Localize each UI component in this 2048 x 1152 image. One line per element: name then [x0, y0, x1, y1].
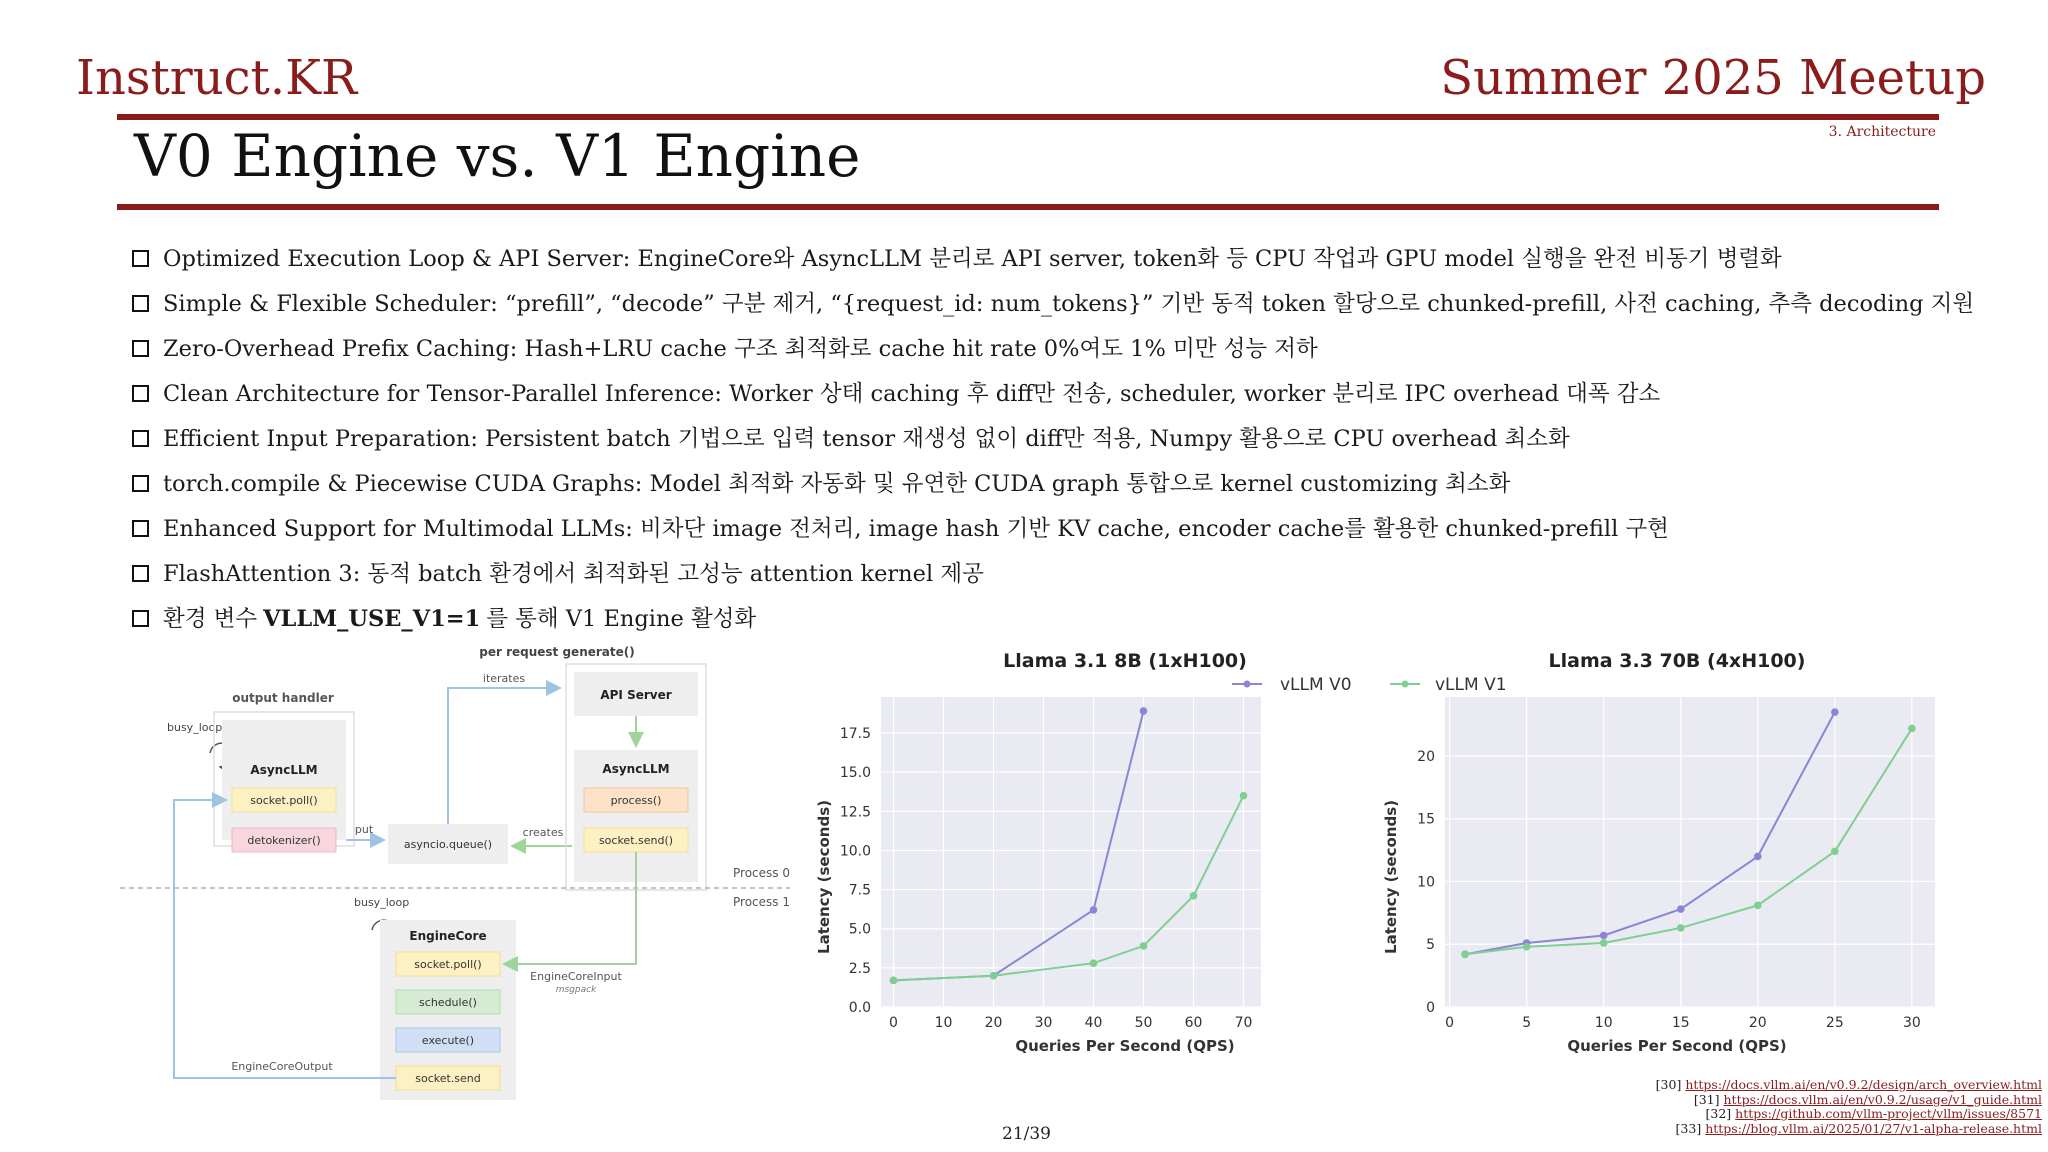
reference-item: [32] https://github.com/vllm-project/vllm/issues/8571 [1705, 1106, 2042, 1121]
api-server-label: API Server [600, 688, 672, 702]
title-divider [117, 204, 1939, 210]
asyncllm-right-title: AsyncLLM [602, 762, 670, 776]
asyncllm-left-title: AsyncLLM [250, 763, 318, 777]
plot-background [1445, 697, 1935, 1007]
queue-label: asyncio.queue() [403, 838, 493, 851]
data-point [1090, 959, 1098, 967]
output-handler-label: output handler [232, 691, 334, 705]
data-point [1677, 905, 1685, 913]
x-tick-label: 50 [1134, 1015, 1153, 1031]
bullet-item: Simple & Flexible Scheduler: “prefill”, “decode” 구분 제거, “{request_id: num_tokens}” 기반 동적 token 할당으로 chunked-prefill, 사전 caching, 추측 decoding 지원 [132, 281, 1972, 326]
latency-chart-llama-70b [1380, 645, 1940, 1065]
y-tick-label: 15.0 [839, 765, 871, 782]
socket-send-right: socket.send() [598, 834, 674, 847]
checkbox-bullet-icon [132, 250, 149, 267]
data-point [1461, 950, 1469, 958]
x-axis-label: Queries Per Second (QPS) [1015, 1037, 1235, 1055]
enginecore-output-label: EngineCoreOutput [231, 1060, 333, 1073]
iterates-label: iterates [482, 672, 526, 685]
x-tick-label: 20 [984, 1015, 1003, 1031]
data-point [1600, 932, 1608, 940]
msgpack-label: msgpack [555, 985, 597, 995]
checkbox-bullet-icon [132, 295, 149, 312]
y-tick-label: 10.0 [839, 843, 871, 860]
y-axis-label: Latency (seconds) [1382, 800, 1400, 954]
per-request-label: per request generate() [479, 645, 635, 659]
checkbox-bullet-icon [132, 520, 149, 537]
y-tick-label: 7.5 [848, 882, 871, 899]
x-tick-label: 15 [1671, 1015, 1690, 1031]
data-point [1908, 725, 1916, 733]
data-point [1831, 708, 1839, 716]
data-point [1754, 902, 1762, 910]
enginecore-input-label: EngineCoreInput [530, 970, 622, 983]
process0-label: Process 0 [733, 866, 790, 880]
reference-link[interactable]: https://blog.vllm.ai/2025/01/27/v1-alpha-release.html [1705, 1120, 2042, 1136]
data-point [1754, 853, 1762, 861]
x-tick-label: 5 [1522, 1015, 1532, 1031]
iterates-arrow [448, 688, 560, 824]
page-number: 21/39 [1002, 1124, 1051, 1144]
chart-title: Llama 3.1 8B (1xH100) [1003, 650, 1247, 672]
brand-left: Instruct.KR [76, 50, 358, 106]
data-point [990, 972, 998, 980]
checkbox-bullet-icon [132, 430, 149, 447]
top-divider [117, 114, 1939, 120]
bullet-item: Optimized Execution Loop & API Server: EngineCore와 AsyncLLM 분리로 API server, token화 등 CPU 작업과 GPU model 실행을 완전 비동기 병렬화 [132, 236, 1972, 281]
x-tick-label: 25 [1825, 1015, 1844, 1031]
y-tick-label: 20 [1417, 748, 1435, 765]
x-tick-label: 30 [1902, 1015, 1921, 1031]
reference-link[interactable]: https://docs.vllm.ai/en/v0.9.2/usage/v1_guide.html [1723, 1091, 2042, 1107]
references [1656, 1078, 2042, 1136]
data-point [1190, 892, 1198, 900]
x-tick-label: 30 [1034, 1015, 1053, 1031]
checkbox-bullet-icon [132, 565, 149, 582]
data-point [1600, 939, 1608, 947]
bullet-item: Zero-Overhead Prefix Caching: Hash+LRU cache 구조 최적화로 cache hit rate 0%여도 1% 미만 성능 저하 [132, 326, 1972, 371]
x-tick-label: 10 [934, 1015, 953, 1031]
data-point [1140, 707, 1148, 715]
process-label: process() [610, 794, 662, 807]
architecture-diagram [110, 640, 810, 1110]
legend-label: vLLM V0 [1280, 675, 1352, 695]
y-tick-label: 10 [1417, 874, 1435, 891]
checkbox-bullet-icon [132, 610, 149, 627]
x-tick-label: 60 [1184, 1015, 1203, 1031]
chart-legend [1232, 675, 1385, 695]
data-point [1523, 943, 1531, 951]
data-point [1831, 848, 1839, 856]
busy-loop-top-label: busy_loop [167, 721, 223, 734]
legend-label: vLLM V1 [1435, 675, 1507, 695]
data-point [1140, 942, 1148, 950]
x-tick-label: 70 [1234, 1015, 1253, 1031]
y-tick-label: 15 [1417, 811, 1435, 828]
reference-link[interactable]: https://github.com/vllm-project/vllm/issues/8571 [1735, 1106, 2042, 1121]
put-label: put [354, 823, 374, 836]
reference-item: [31] https://docs.vllm.ai/en/v0.9.2/usage/v1_guide.html [1693, 1091, 2042, 1107]
y-tick-label: 0 [1426, 1000, 1435, 1016]
bullet-item: torch.compile & Piecewise CUDA Graphs: Model 최적화 자동화 및 유연한 CUDA graph 통합으로 kernel customizing 최소화 [132, 461, 1972, 506]
y-tick-label: 17.5 [839, 726, 871, 743]
reference-item: [30] https://docs.vllm.ai/en/v0.9.2/design/arch_overview.html [1655, 1077, 2042, 1092]
chart-title: Llama 3.3 70B (4xH100) [1548, 650, 1806, 672]
data-point [1090, 906, 1098, 914]
y-tick-label: 2.5 [848, 960, 871, 977]
brand-right: Summer 2025 Meetup [1440, 50, 1986, 106]
x-tick-label: 0 [889, 1015, 898, 1031]
y-tick-label: 12.5 [839, 804, 871, 821]
bullet-item: Clean Architecture for Tensor-Parallel Inference: Worker 상태 caching 후 diff만 전송, scheduler, worker 분리로 IPC overhead 대폭 감소 [132, 371, 1972, 416]
x-tick-label: 20 [1748, 1015, 1767, 1031]
x-tick-label: 0 [1445, 1015, 1455, 1031]
detokenizer-label: detokenizer() [247, 834, 321, 847]
reference-link[interactable]: https://docs.vllm.ai/en/v0.9.2/design/arch_overview.html [1685, 1077, 2042, 1092]
bullet-item: Efficient Input Preparation: Persistent batch 기법으로 입력 tensor 재생성 없이 diff만 적용, Numpy 활용으로 CPU overhead 최소화 [132, 416, 1972, 461]
y-tick-label: 5.0 [848, 921, 871, 938]
busy-loop-bottom-label: busy_loop [354, 896, 410, 909]
socket-poll-left: socket.poll() [250, 794, 318, 807]
checkbox-bullet-icon [132, 340, 149, 357]
bullet-list [132, 236, 1975, 641]
x-tick-label: 40 [1084, 1015, 1103, 1031]
y-tick-label: 5 [1426, 937, 1435, 954]
ec-socket-send: socket.send [415, 1072, 481, 1085]
slide-title: V0 Engine vs. V1 Engine [134, 122, 861, 190]
x-axis-label: Queries Per Second (QPS) [1567, 1037, 1787, 1055]
data-point [1677, 924, 1685, 932]
checkbox-bullet-icon [132, 385, 149, 402]
plot-background [881, 697, 1261, 1007]
process1-label: Process 1 [733, 895, 790, 909]
bullet-item: FlashAttention 3: 동적 batch 환경에서 최적화된 고성능 attention kernel 제공 [132, 551, 1972, 596]
ec-execute: execute() [421, 1034, 475, 1047]
checkbox-bullet-icon [132, 475, 149, 492]
creates-label: creates [522, 826, 564, 839]
bullet-item: Enhanced Support for Multimodal LLMs: 비차단 image 전처리, image hash 기반 KV cache, encoder cache를 활용한 chunked-prefill 구현 [132, 506, 1972, 551]
ec-socket-poll: socket.poll() [414, 958, 482, 971]
section-label: 3. Architecture [1828, 124, 1936, 140]
latency-chart-llama-8b [805, 645, 1385, 1065]
enginecore-title: EngineCore [409, 929, 487, 943]
asyncllm-left-box [222, 720, 346, 840]
ec-schedule: schedule() [419, 996, 477, 1009]
y-axis-label: Latency (seconds) [815, 800, 833, 954]
reference-item: [33] https://blog.vllm.ai/2025/01/27/v1-alpha-release.html [1675, 1120, 2042, 1136]
data-point [890, 977, 898, 985]
data-point [1240, 792, 1248, 800]
x-tick-label: 10 [1594, 1015, 1613, 1031]
bullet-item: 환경 변수 VLLM_USE_V1=1 를 통해 V1 Engine 활성화 [132, 596, 1972, 641]
y-tick-label: 0.0 [848, 1000, 871, 1016]
